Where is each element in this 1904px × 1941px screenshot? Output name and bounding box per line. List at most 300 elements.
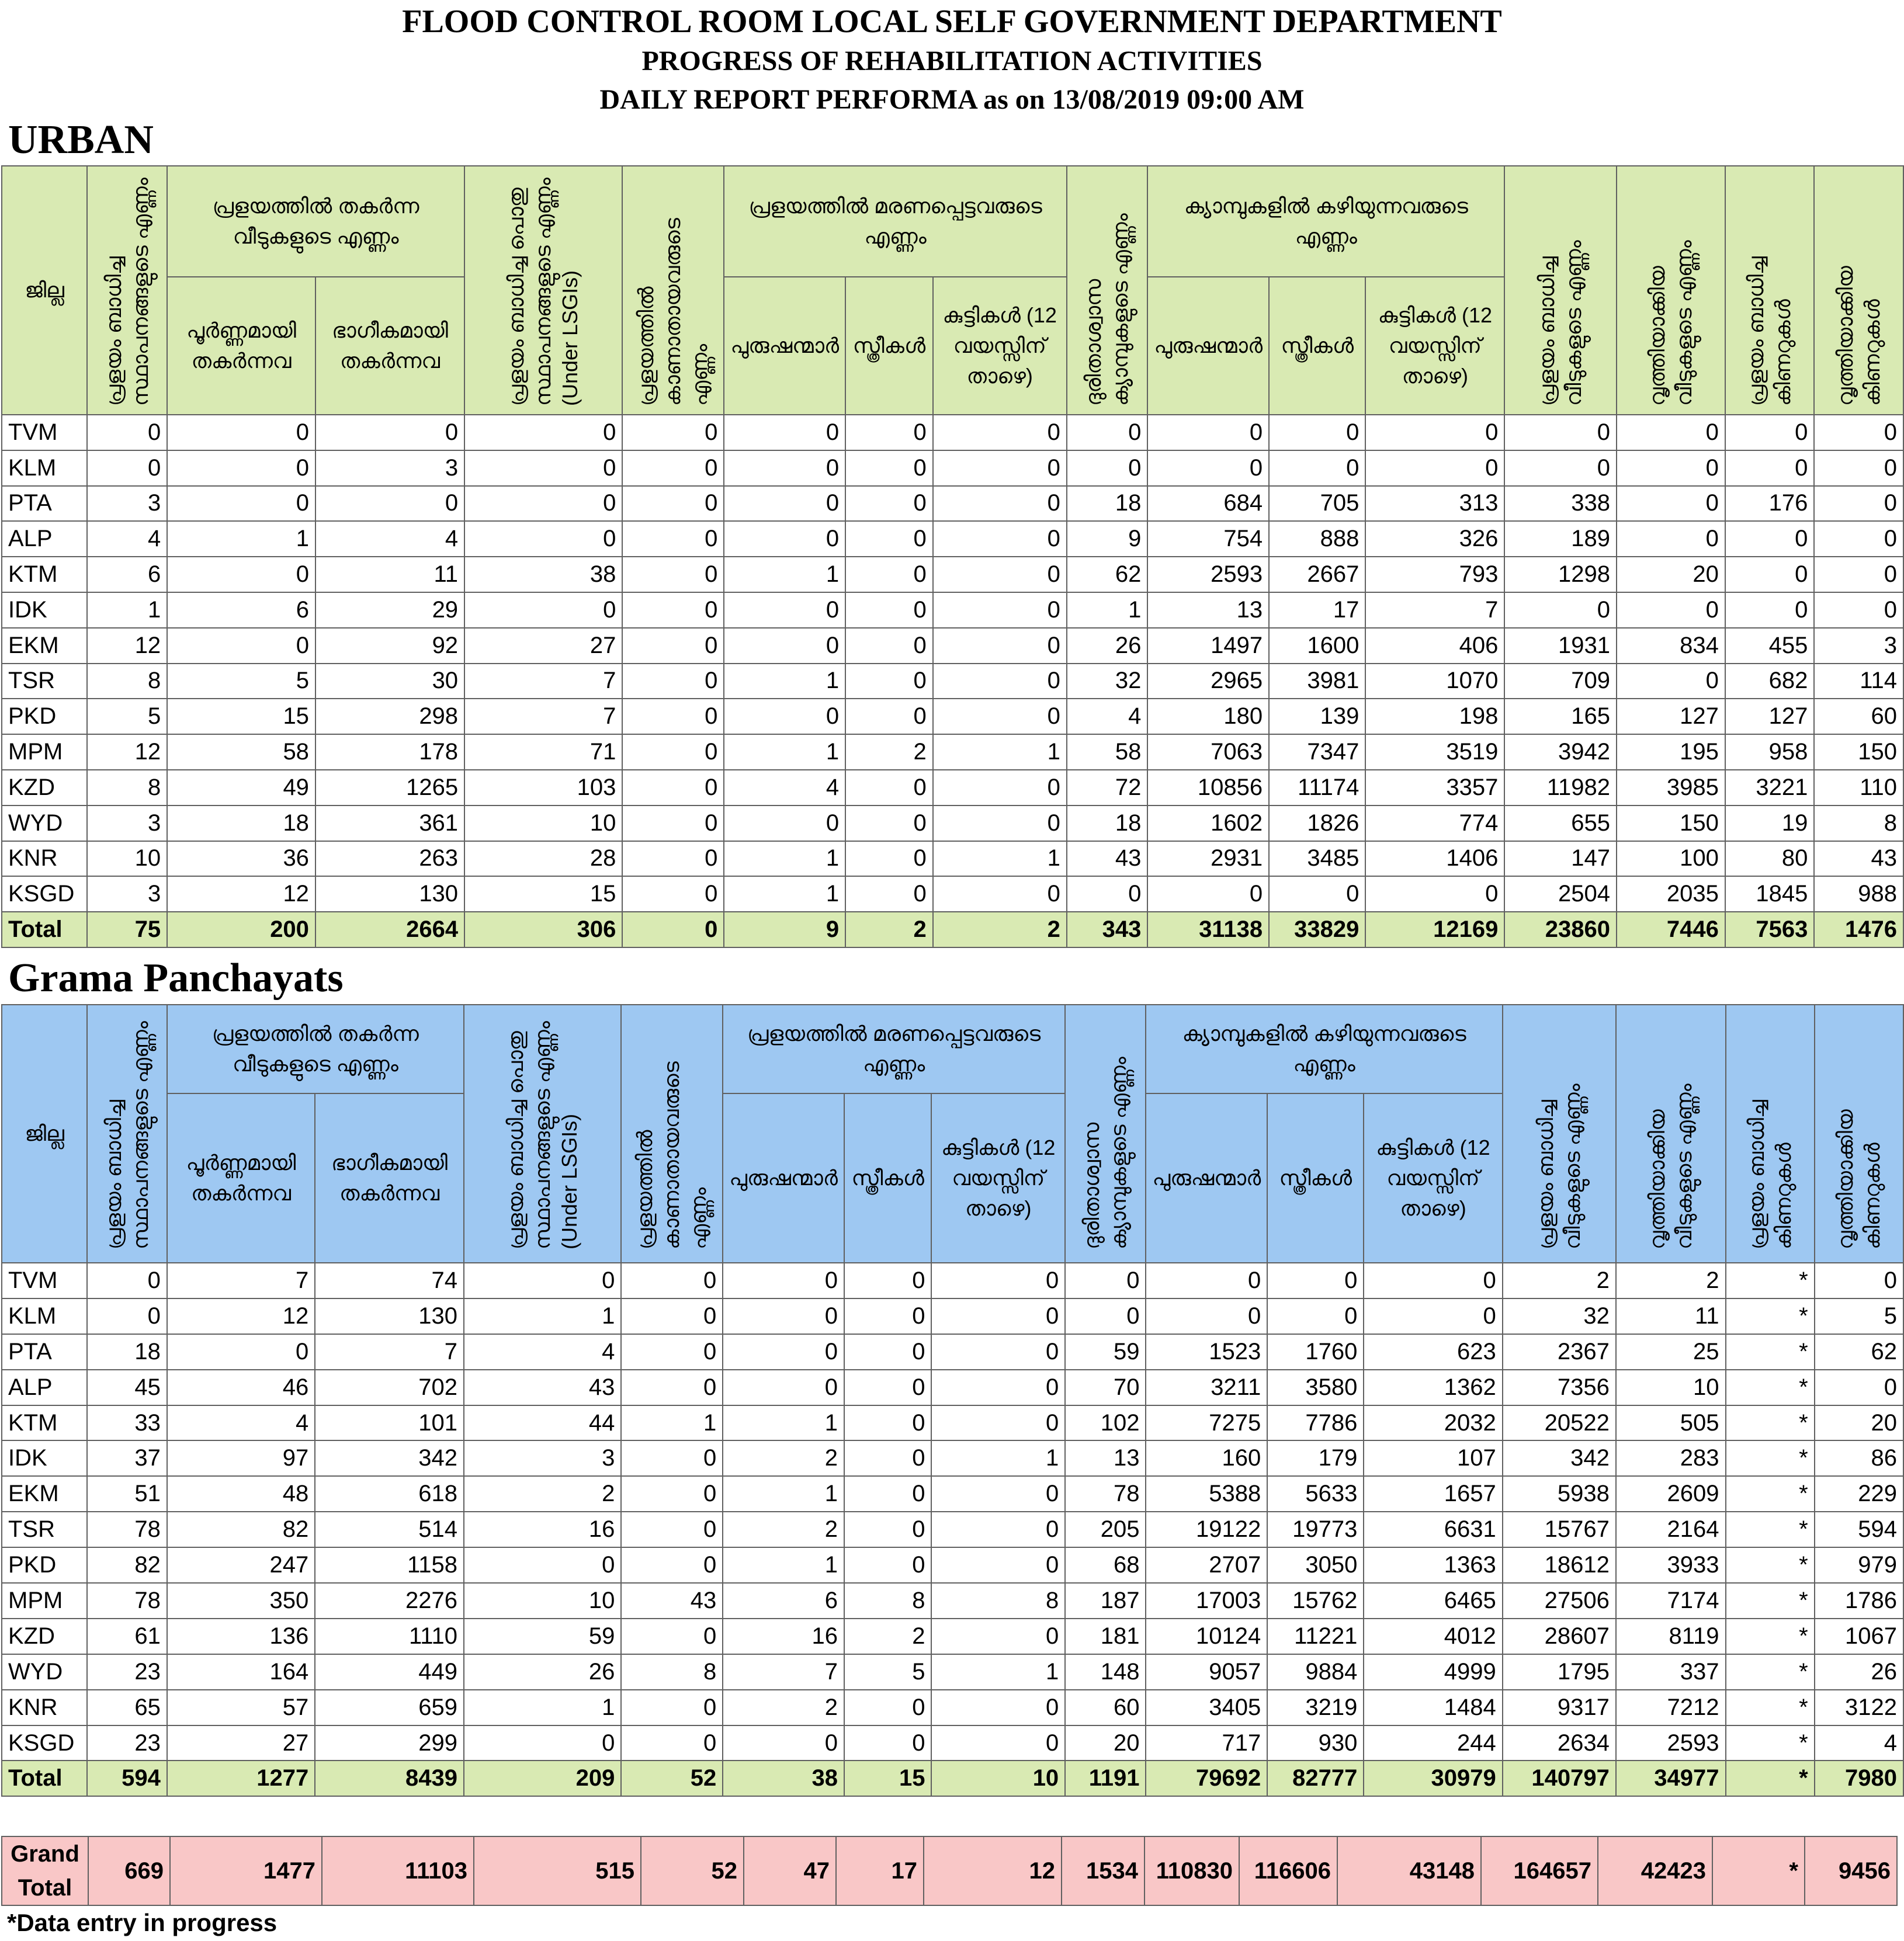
value-cell: 1534	[1062, 1836, 1145, 1905]
value-cell: 86	[1815, 1440, 1903, 1476]
urban-col-district: ജില്ല	[2, 166, 87, 415]
value-cell: 19	[1725, 805, 1815, 841]
value-cell: 164657	[1481, 1836, 1598, 1905]
value-cell: 7174	[1616, 1583, 1726, 1619]
gp-col-men: പുരുഷന്മാർ	[723, 1093, 844, 1263]
value-cell: 0	[933, 415, 1067, 450]
value-cell: 0	[621, 1547, 723, 1583]
value-cell: 78	[87, 1583, 167, 1619]
value-cell: 180	[1147, 699, 1269, 734]
value-cell: 2	[723, 1690, 844, 1725]
value-cell: 43148	[1337, 1836, 1481, 1905]
value-cell: 0	[931, 1334, 1065, 1370]
value-cell: 78	[87, 1512, 167, 1547]
value-cell: 455	[1725, 628, 1815, 664]
value-cell: 47	[744, 1836, 836, 1905]
value-cell: 43	[464, 1370, 621, 1405]
value-cell: 92	[315, 628, 464, 664]
value-cell: 0	[844, 1334, 932, 1370]
value-cell: 0	[621, 1725, 723, 1761]
gp-table-body	[2, 1263, 1903, 1796]
value-cell: 31138	[1147, 912, 1269, 947]
value-cell: 0	[167, 450, 315, 486]
value-cell: 1795	[1503, 1654, 1616, 1690]
table-row	[2, 1547, 1903, 1583]
value-cell: 61	[87, 1619, 167, 1654]
value-cell: 0	[933, 699, 1067, 734]
value-cell: 178	[315, 734, 464, 770]
value-cell: 52	[621, 1761, 723, 1796]
value-cell: 0	[622, 628, 724, 664]
value-cell: 5	[87, 699, 167, 734]
value-cell: 3519	[1365, 734, 1504, 770]
value-cell: 150	[1814, 734, 1903, 770]
value-cell: 0	[933, 628, 1067, 664]
value-cell: 930	[1267, 1725, 1364, 1761]
value-cell: 16	[464, 1512, 621, 1547]
value-cell: 1	[464, 1298, 621, 1334]
value-cell: 19122	[1146, 1512, 1267, 1547]
district-cell: WYD	[2, 805, 87, 841]
value-cell: 0	[931, 1370, 1065, 1405]
value-cell: 0	[724, 450, 845, 486]
value-cell: 59	[1065, 1334, 1146, 1370]
value-cell: 0	[1814, 592, 1903, 628]
value-cell: 7446	[1617, 912, 1725, 947]
value-cell: 0	[621, 1334, 723, 1370]
value-cell: 32	[1503, 1298, 1616, 1334]
value-cell: 136	[167, 1619, 315, 1654]
value-cell: 1	[724, 664, 845, 699]
value-cell: 6	[167, 592, 315, 628]
value-cell: 1298	[1504, 557, 1617, 592]
value-cell: 60	[1065, 1690, 1146, 1725]
urban-col-public-institutions: പ്രളയം ബാധിച്ച പൊതു സ്ഥാപനങ്ങളുടെ എണ്ണം (Under LSGIs)	[464, 166, 622, 415]
value-cell: 18	[1067, 805, 1148, 841]
value-cell: 0	[87, 415, 167, 450]
value-cell: 0	[1365, 450, 1504, 486]
value-cell: 10	[87, 841, 167, 877]
value-cell: 0	[845, 521, 933, 557]
value-cell: 594	[87, 1761, 167, 1796]
value-cell: 0	[1065, 1263, 1146, 1298]
value-cell: 43	[1067, 841, 1148, 877]
value-cell: 1786	[1815, 1583, 1903, 1619]
value-cell: 350	[167, 1583, 315, 1619]
value-cell: 709	[1504, 664, 1617, 699]
value-cell: 205	[1065, 1512, 1146, 1547]
value-cell: 60	[1814, 699, 1903, 734]
value-cell: 7	[464, 664, 622, 699]
value-cell: 4012	[1364, 1619, 1502, 1654]
value-cell: 58	[167, 734, 315, 770]
value-cell: 0	[1147, 415, 1269, 450]
value-cell: 0	[724, 486, 845, 522]
value-cell: 298	[315, 699, 464, 734]
value-cell: 1	[87, 592, 167, 628]
value-cell: 3985	[1617, 770, 1725, 805]
value-cell: *	[1726, 1619, 1815, 1654]
value-cell: 0	[622, 734, 724, 770]
table-row	[2, 770, 1903, 805]
table-row	[2, 841, 1903, 877]
value-cell: 7786	[1267, 1405, 1364, 1441]
value-cell: *	[1726, 1334, 1815, 1370]
table-row	[2, 805, 1903, 841]
value-cell: 958	[1725, 734, 1815, 770]
value-cell: 0	[931, 1725, 1065, 1761]
value-cell: 1362	[1364, 1370, 1502, 1405]
value-cell: 6	[87, 557, 167, 592]
value-cell: 103	[464, 770, 622, 805]
value-cell: 150	[1617, 805, 1725, 841]
value-cell: 5388	[1146, 1476, 1267, 1512]
value-cell: 160	[1146, 1440, 1267, 1476]
value-cell: 0	[464, 1263, 621, 1298]
value-cell: 44	[464, 1405, 621, 1441]
district-cell: KTM	[2, 1405, 87, 1441]
value-cell: 0	[845, 805, 933, 841]
value-cell: 0	[87, 1263, 167, 1298]
value-cell: 3050	[1267, 1547, 1364, 1583]
table-row	[2, 1405, 1903, 1441]
value-cell: 65	[87, 1690, 167, 1725]
value-cell: 0	[464, 486, 622, 522]
value-cell: 30	[315, 664, 464, 699]
value-cell: 0	[1617, 521, 1725, 557]
value-cell: 7	[464, 699, 622, 734]
value-cell: 10	[931, 1761, 1065, 1796]
table-row	[2, 1654, 1903, 1690]
urban-col-camp-men: പുരുഷന്മാർ	[1147, 277, 1269, 415]
value-cell: 20	[1617, 557, 1725, 592]
value-cell: 0	[315, 486, 464, 522]
value-cell: 1600	[1269, 628, 1365, 664]
value-cell: 1845	[1725, 876, 1815, 912]
value-cell: 1	[1067, 592, 1148, 628]
value-cell: 28	[464, 841, 622, 877]
value-cell: 0	[724, 592, 845, 628]
value-cell: 20522	[1503, 1405, 1616, 1441]
value-cell: 0	[1725, 450, 1815, 486]
value-cell: 2032	[1364, 1405, 1502, 1441]
gp-col-women: സ്ത്രീകൾ	[844, 1093, 932, 1263]
value-cell: 1523	[1146, 1334, 1267, 1370]
district-cell: TVM	[2, 415, 87, 450]
report-header	[0, 0, 1904, 119]
value-cell: 0	[1267, 1263, 1364, 1298]
value-cell: 26	[1815, 1654, 1903, 1690]
value-cell: 306	[464, 912, 622, 947]
district-cell: KTM	[2, 557, 87, 592]
district-cell: WYD	[2, 1654, 87, 1690]
value-cell: 15	[167, 699, 315, 734]
value-cell: 3	[1814, 628, 1903, 664]
value-cell: 29	[315, 592, 464, 628]
value-cell: 72	[1067, 770, 1148, 805]
value-cell: 0	[1067, 415, 1148, 450]
value-cell: 2504	[1504, 876, 1617, 912]
value-cell: 38	[723, 1761, 844, 1796]
value-cell: 0	[464, 521, 622, 557]
gp-col-missing: പ്രളയത്തിൽ കാണാതായവരുടെ എണ്ണം	[621, 1005, 723, 1263]
value-cell: 38	[464, 557, 622, 592]
value-cell: 75	[87, 912, 167, 947]
value-cell: 2931	[1147, 841, 1269, 877]
value-cell: 337	[1616, 1654, 1726, 1690]
value-cell: 2	[1503, 1263, 1616, 1298]
value-cell: 0	[1267, 1298, 1364, 1334]
value-cell: 164	[167, 1654, 315, 1690]
table-row	[2, 592, 1903, 628]
district-cell: ALP	[2, 1370, 87, 1405]
district-cell: TVM	[2, 1263, 87, 1298]
value-cell: 1	[724, 876, 845, 912]
value-cell: 0	[622, 557, 724, 592]
value-cell: 0	[724, 521, 845, 557]
value-cell: 9884	[1267, 1654, 1364, 1690]
value-cell: 0	[1269, 876, 1365, 912]
value-cell: 7980	[1815, 1761, 1903, 1796]
table-row	[2, 664, 1903, 699]
value-cell: 1110	[315, 1619, 464, 1654]
value-cell: 0	[1617, 664, 1725, 699]
value-cell: 0	[1269, 415, 1365, 450]
value-cell: 0	[933, 592, 1067, 628]
value-cell: 0	[845, 876, 933, 912]
value-cell: 0	[464, 450, 622, 486]
value-cell: 244	[1364, 1725, 1502, 1761]
value-cell: 48	[167, 1476, 315, 1512]
value-cell: 11221	[1267, 1619, 1364, 1654]
report-title: FLOOD CONTROL ROOM LOCAL SELF GOVERNMENT DEPARTMENT	[402, 4, 1502, 40]
value-cell: 17003	[1146, 1583, 1267, 1619]
value-cell: 1931	[1504, 628, 1617, 664]
value-cell: 342	[1503, 1440, 1616, 1476]
table-row	[2, 699, 1903, 734]
value-cell: 0	[845, 628, 933, 664]
grand-total-table	[1, 1836, 1898, 1906]
urban-col-camp-children: കുട്ടികൾ (12 വയസ്സിന് താഴെ)	[1365, 277, 1504, 415]
gp-table	[1, 1004, 1904, 1797]
value-cell: 97	[167, 1440, 315, 1476]
value-cell: 58	[1067, 734, 1148, 770]
value-cell: 148	[1065, 1654, 1146, 1690]
value-cell: 7	[315, 1334, 464, 1370]
value-cell: 1265	[315, 770, 464, 805]
value-cell: 0	[844, 1547, 932, 1583]
value-cell: 0	[1147, 876, 1269, 912]
value-cell: 12	[87, 628, 167, 664]
urban-col-cleaned-wells: വൃത്തിയാക്കിയ കിണറുകൾ	[1814, 166, 1903, 415]
value-cell: 0	[622, 805, 724, 841]
value-cell: 3933	[1616, 1547, 1726, 1583]
value-cell: 0	[845, 664, 933, 699]
value-cell: 9	[724, 912, 845, 947]
value-cell: 283	[1616, 1440, 1726, 1476]
value-cell: 2	[844, 1619, 932, 1654]
value-cell: 127	[1617, 699, 1725, 734]
value-cell: 8	[1814, 805, 1903, 841]
district-cell: TSR	[2, 1512, 87, 1547]
value-cell: 7	[1365, 592, 1504, 628]
value-cell: 176	[1725, 486, 1815, 522]
value-cell: 18612	[1503, 1547, 1616, 1583]
district-cell: PTA	[2, 486, 87, 522]
value-cell: 0	[621, 1440, 723, 1476]
gp-col-affected-institutions: പ്രളയം ബാധിച്ച സ്ഥാപനങ്ങളുടെ എണ്ണം	[87, 1005, 167, 1263]
value-cell: 2707	[1146, 1547, 1267, 1583]
value-cell: *	[1726, 1512, 1815, 1547]
value-cell: 0	[622, 521, 724, 557]
value-cell: 988	[1814, 876, 1903, 912]
value-cell: 11982	[1504, 770, 1617, 805]
value-cell: *	[1726, 1370, 1815, 1405]
value-cell: 9456	[1805, 1836, 1897, 1905]
value-cell: 79692	[1146, 1761, 1267, 1796]
value-cell: 62	[1815, 1334, 1903, 1370]
value-cell: 189	[1504, 521, 1617, 557]
value-cell: *	[1726, 1654, 1815, 1690]
table-row	[2, 1512, 1903, 1547]
value-cell: 0	[844, 1405, 932, 1441]
value-cell: 0	[1617, 592, 1725, 628]
urban-col-houses-partial: ഭാഗീകമായി തകർന്നവ	[315, 277, 464, 415]
value-cell: 3405	[1146, 1690, 1267, 1725]
value-cell: *	[1726, 1761, 1815, 1796]
value-cell: 979	[1815, 1547, 1903, 1583]
value-cell: 0	[845, 450, 933, 486]
value-cell: *	[1712, 1836, 1805, 1905]
value-cell: 27	[167, 1725, 315, 1761]
table-row	[2, 1440, 1903, 1476]
value-cell: 1477	[170, 1836, 322, 1905]
value-cell: 13	[1065, 1440, 1146, 1476]
value-cell: 2593	[1616, 1725, 1726, 1761]
urban-table-body	[2, 415, 1903, 947]
value-cell: 514	[315, 1512, 464, 1547]
value-cell: 130	[315, 1298, 464, 1334]
urban-col-camp-people-group: ക്യാമ്പുകളിൽ കഴിയുന്നവരുടെ എണ്ണം	[1147, 166, 1504, 277]
value-cell: 3	[87, 876, 167, 912]
urban-col-missing: പ്രളയത്തിൽ കാണാതായവരുടെ എണ്ണം	[622, 166, 724, 415]
value-cell: 1	[724, 734, 845, 770]
value-cell: 1	[724, 557, 845, 592]
district-cell: KNR	[2, 1690, 87, 1725]
value-cell: 1	[724, 841, 845, 877]
value-cell: *	[1726, 1263, 1815, 1298]
value-cell: 12	[87, 734, 167, 770]
grand-total-body	[2, 1836, 1897, 1905]
value-cell: 0	[931, 1690, 1065, 1725]
value-cell: 3	[464, 1440, 621, 1476]
district-cell: PTA	[2, 1334, 87, 1370]
urban-col-houses-full: പൂർണ്ണമായി തകർന്നവ	[167, 277, 315, 415]
district-cell: MPM	[2, 1583, 87, 1619]
value-cell: 3221	[1725, 770, 1815, 805]
value-cell: 10856	[1147, 770, 1269, 805]
value-cell: 0	[844, 1725, 932, 1761]
value-cell: 1	[723, 1547, 844, 1583]
value-cell: 0	[621, 1476, 723, 1512]
value-cell: *	[1726, 1298, 1815, 1334]
table-row	[2, 1690, 1903, 1725]
district-cell: KSGD	[2, 1725, 87, 1761]
value-cell: 0	[723, 1725, 844, 1761]
value-cell: 32	[1067, 664, 1148, 699]
value-cell: 0	[845, 592, 933, 628]
value-cell: 12	[167, 876, 315, 912]
value-cell: 34977	[1616, 1761, 1726, 1796]
value-cell: 130	[315, 876, 464, 912]
value-cell: 2	[723, 1512, 844, 1547]
value-cell: 6631	[1364, 1512, 1502, 1547]
value-cell: 16	[723, 1619, 844, 1654]
value-cell: 0	[845, 770, 933, 805]
value-cell: 7	[723, 1654, 844, 1690]
value-cell: 102	[1065, 1405, 1146, 1441]
value-cell: 0	[622, 664, 724, 699]
value-cell: 0	[1065, 1298, 1146, 1334]
value-cell: 0	[464, 1547, 621, 1583]
gp-col-affected-wells: പ്രളയം ബാധിച്ച കിണറുകൾ	[1726, 1005, 1815, 1263]
value-cell: 46	[167, 1370, 315, 1405]
value-cell: 702	[315, 1370, 464, 1405]
value-cell: 0	[1146, 1298, 1267, 1334]
value-cell: 1191	[1065, 1761, 1146, 1796]
value-cell: 0	[1147, 450, 1269, 486]
value-cell: 49	[167, 770, 315, 805]
table-row	[2, 521, 1903, 557]
gp-col-deaths-group: പ്രളയത്തിൽ മരണപ്പെട്ടവരുടെ എണ്ണം	[723, 1005, 1065, 1093]
value-cell: 0	[845, 699, 933, 734]
value-cell: 0	[1814, 557, 1903, 592]
value-cell: 0	[1725, 557, 1815, 592]
value-cell: 0	[931, 1298, 1065, 1334]
value-cell: 25	[1616, 1334, 1726, 1370]
value-cell: 0	[167, 557, 315, 592]
value-cell: 0	[621, 1690, 723, 1725]
value-cell: 30979	[1364, 1761, 1502, 1796]
value-cell: 0	[931, 1547, 1065, 1583]
value-cell: 2	[933, 912, 1067, 947]
value-cell: 0	[167, 486, 315, 522]
value-cell: 0	[933, 486, 1067, 522]
value-cell: 187	[1065, 1583, 1146, 1619]
value-cell: 0	[931, 1405, 1065, 1441]
value-cell: 15767	[1503, 1512, 1616, 1547]
value-cell: 5633	[1267, 1476, 1364, 1512]
gp-col-camp-people-group: ക്യാമ്പുകളിൽ കഴിയുന്നവരുടെ എണ്ണം	[1146, 1005, 1502, 1093]
table-row	[2, 876, 1903, 912]
value-cell: 2	[723, 1440, 844, 1476]
value-cell: 8	[621, 1654, 723, 1690]
gp-col-houses-group: പ്രളയത്തിൽ തകർന്ന വീടുകളുടെ എണ്ണം	[167, 1005, 464, 1093]
value-cell: 0	[1617, 450, 1725, 486]
value-cell: 3	[87, 805, 167, 841]
urban-col-houses-group: പ്രളയത്തിൽ തകർന്ന വീടുകളുടെ എണ്ണം	[167, 166, 464, 277]
value-cell: 7563	[1725, 912, 1815, 947]
value-cell: 0	[1815, 1370, 1903, 1405]
value-cell: 8	[931, 1583, 1065, 1619]
value-cell: 2593	[1147, 557, 1269, 592]
gp-col-affected-houses: പ്രളയം ബാധിച്ച വീടുകളുടെ എണ്ണം	[1503, 1005, 1616, 1263]
value-cell: 7212	[1616, 1690, 1726, 1725]
value-cell: 28607	[1503, 1619, 1616, 1654]
gp-col-cleaned-houses: വൃത്തിയാക്കിയ വീടുകളുടെ എണ്ണം	[1616, 1005, 1726, 1263]
value-cell: 82	[167, 1512, 315, 1547]
value-cell: 15	[844, 1761, 932, 1796]
